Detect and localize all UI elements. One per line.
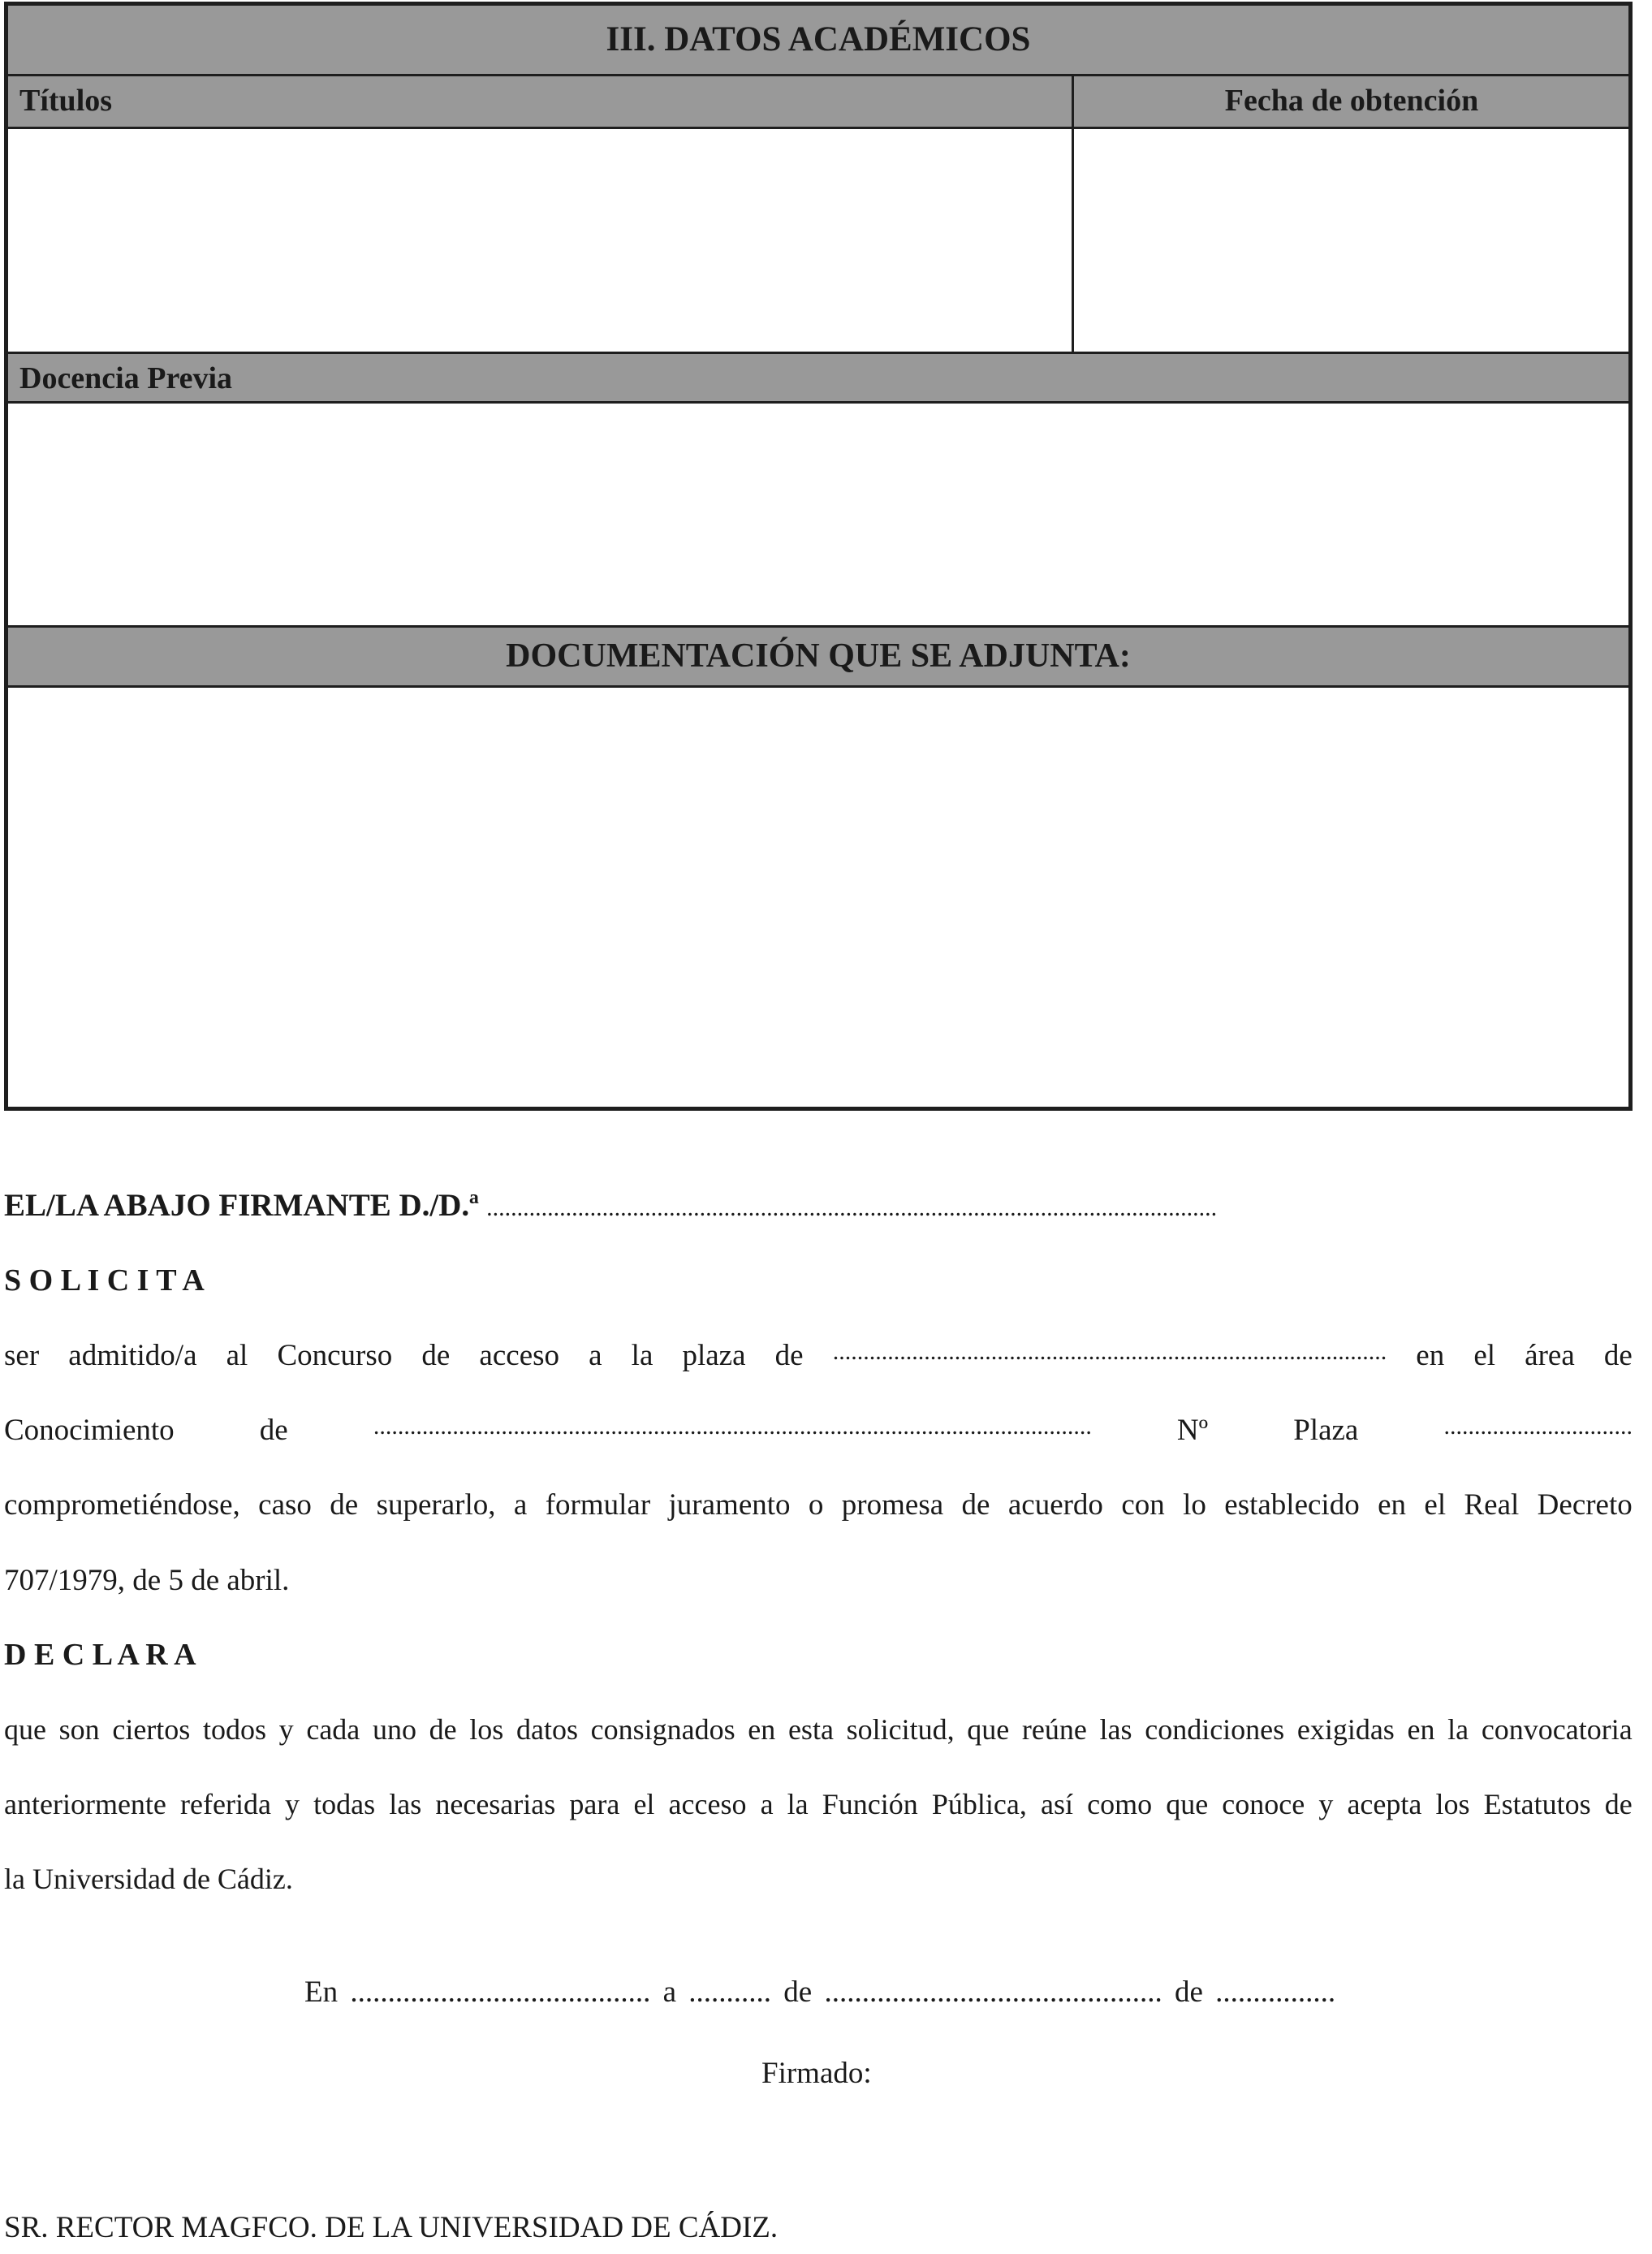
solicita-line-3 — [4, 1488, 1633, 1522]
word: todos — [202, 1713, 266, 1746]
firmante-dots[interactable]: ........................................................................................................................ — [486, 1194, 1218, 1221]
word: de — [1604, 1788, 1633, 1820]
firmante-label: EL/LA ABAJO FIRMANTE D./D.ª — [4, 1188, 479, 1223]
word: que — [1166, 1788, 1209, 1820]
word: Decreto — [1537, 1488, 1633, 1522]
word: establecido — [1224, 1488, 1360, 1522]
word: en — [1416, 1339, 1445, 1372]
word: caso — [258, 1488, 312, 1522]
word: admitido/a — [68, 1339, 197, 1372]
word: Estatutos — [1483, 1788, 1591, 1820]
word: en — [748, 1713, 776, 1746]
word: acepta — [1347, 1788, 1422, 1820]
word: de — [429, 1713, 457, 1746]
word: referida — [180, 1788, 271, 1820]
fecha-field[interactable] — [1074, 129, 1628, 352]
word: son — [58, 1713, 100, 1746]
plaza-dots[interactable]: ........................................................................................... — [832, 1338, 1387, 1365]
word: uno — [372, 1713, 416, 1746]
word: Nº — [1176, 1414, 1209, 1447]
word: Conocimiento — [4, 1414, 175, 1447]
word: la — [1447, 1713, 1469, 1746]
word: de — [330, 1488, 359, 1522]
fecha-column-header: Fecha de obtención — [1224, 84, 1479, 118]
docencia-label: Docencia Previa — [19, 361, 233, 395]
word: los — [1435, 1788, 1470, 1820]
word: y — [285, 1788, 300, 1820]
word: y — [278, 1713, 294, 1746]
word: a — [513, 1488, 528, 1522]
solicita-line-2 — [4, 1413, 1633, 1448]
word: así — [1040, 1788, 1073, 1820]
solicita-heading: S O L I C I T A — [4, 1263, 205, 1298]
column-header-row — [8, 76, 1628, 129]
word: el — [633, 1788, 655, 1820]
word: ser — [4, 1339, 40, 1372]
word: superarlo, — [376, 1488, 496, 1522]
place-date-line[interactable]: En ........................................ a ........... de ............................................. de ................ — [304, 1975, 1336, 2009]
word: necesarias — [435, 1788, 556, 1820]
word: exigidas — [1296, 1713, 1395, 1746]
word: la — [787, 1788, 809, 1820]
word: acceso — [668, 1788, 747, 1820]
word: a — [760, 1788, 774, 1820]
declara-line-3: la Universidad de Cádiz. — [4, 1863, 293, 1895]
word: juramento — [668, 1488, 791, 1522]
documentacion-header: DOCUMENTACIÓN QUE SE ADJUNTA: — [8, 625, 1628, 688]
word: datos — [515, 1713, 578, 1746]
word: y — [1318, 1788, 1334, 1820]
recipient-line: SR. RECTOR MAGFCO. DE LA UNIVERSIDAD DE CÁDIZ. — [4, 2211, 779, 2244]
word: de — [774, 1339, 804, 1372]
docencia-field[interactable] — [8, 404, 1628, 625]
word: las — [1099, 1713, 1132, 1746]
word: condiciones — [1145, 1713, 1285, 1746]
firmante-line — [4, 1187, 1633, 1224]
word: en — [1407, 1713, 1435, 1746]
word: lo — [1183, 1488, 1206, 1522]
word: convocatoria — [1481, 1713, 1633, 1746]
word: Concurso — [277, 1339, 393, 1372]
word: comprometiéndose, — [4, 1488, 240, 1522]
word: a — [589, 1339, 602, 1372]
word: esta — [787, 1713, 834, 1746]
word: que — [4, 1713, 46, 1746]
conocimiento-dots[interactable]: ...................................................................................................................... — [373, 1413, 1092, 1440]
declara-line-1 — [4, 1712, 1633, 1747]
word: o — [808, 1488, 824, 1522]
word: todas — [313, 1788, 376, 1820]
word: solicitud, — [846, 1713, 955, 1746]
word: como — [1087, 1788, 1153, 1820]
academic-data-form — [4, 2, 1633, 1111]
word: anteriormente — [4, 1788, 166, 1820]
word: Pública, — [931, 1788, 1027, 1820]
word: el — [1473, 1339, 1496, 1372]
word: Plaza — [1293, 1414, 1359, 1447]
plaza-number-dots[interactable]: ............................... — [1443, 1413, 1633, 1440]
firmado-label: Firmado: — [761, 2057, 872, 2090]
word: de — [961, 1488, 990, 1522]
word: área — [1525, 1339, 1575, 1372]
word: cada — [306, 1713, 360, 1746]
word: los — [469, 1713, 504, 1746]
solicita-line-1 — [4, 1338, 1633, 1373]
word: el — [1424, 1488, 1447, 1522]
word: Real — [1464, 1488, 1520, 1522]
word: de — [421, 1339, 451, 1372]
word: en — [1378, 1488, 1407, 1522]
word: formular — [545, 1488, 651, 1522]
word: acceso — [479, 1339, 560, 1372]
word: reúne — [1021, 1713, 1087, 1746]
declara-line-2 — [4, 1787, 1633, 1821]
word: Función — [822, 1788, 918, 1820]
word: plaza — [682, 1339, 746, 1372]
word: de — [259, 1414, 288, 1447]
word: para — [569, 1788, 620, 1820]
docencia-header — [8, 352, 1628, 404]
word: consignados — [590, 1713, 735, 1746]
titulos-field[interactable] — [8, 129, 1072, 352]
word: la — [631, 1339, 653, 1372]
word: al — [226, 1339, 248, 1372]
section-title: III. DATOS ACADÉMICOS — [8, 6, 1628, 76]
word: acuerdo — [1007, 1488, 1103, 1522]
word: de — [1603, 1339, 1633, 1372]
word: promesa — [841, 1488, 944, 1522]
titulos-column-header: Títulos — [19, 84, 113, 118]
solicita-line-4: 707/1979, de 5 de abril. — [4, 1564, 290, 1597]
word: con — [1121, 1488, 1165, 1522]
declara-heading: D E C L A R A — [4, 1638, 196, 1672]
word: conoce — [1222, 1788, 1305, 1820]
word: las — [389, 1788, 422, 1820]
word: ciertos — [112, 1713, 191, 1746]
word: que — [967, 1713, 1010, 1746]
documentacion-field[interactable] — [8, 688, 1628, 1107]
